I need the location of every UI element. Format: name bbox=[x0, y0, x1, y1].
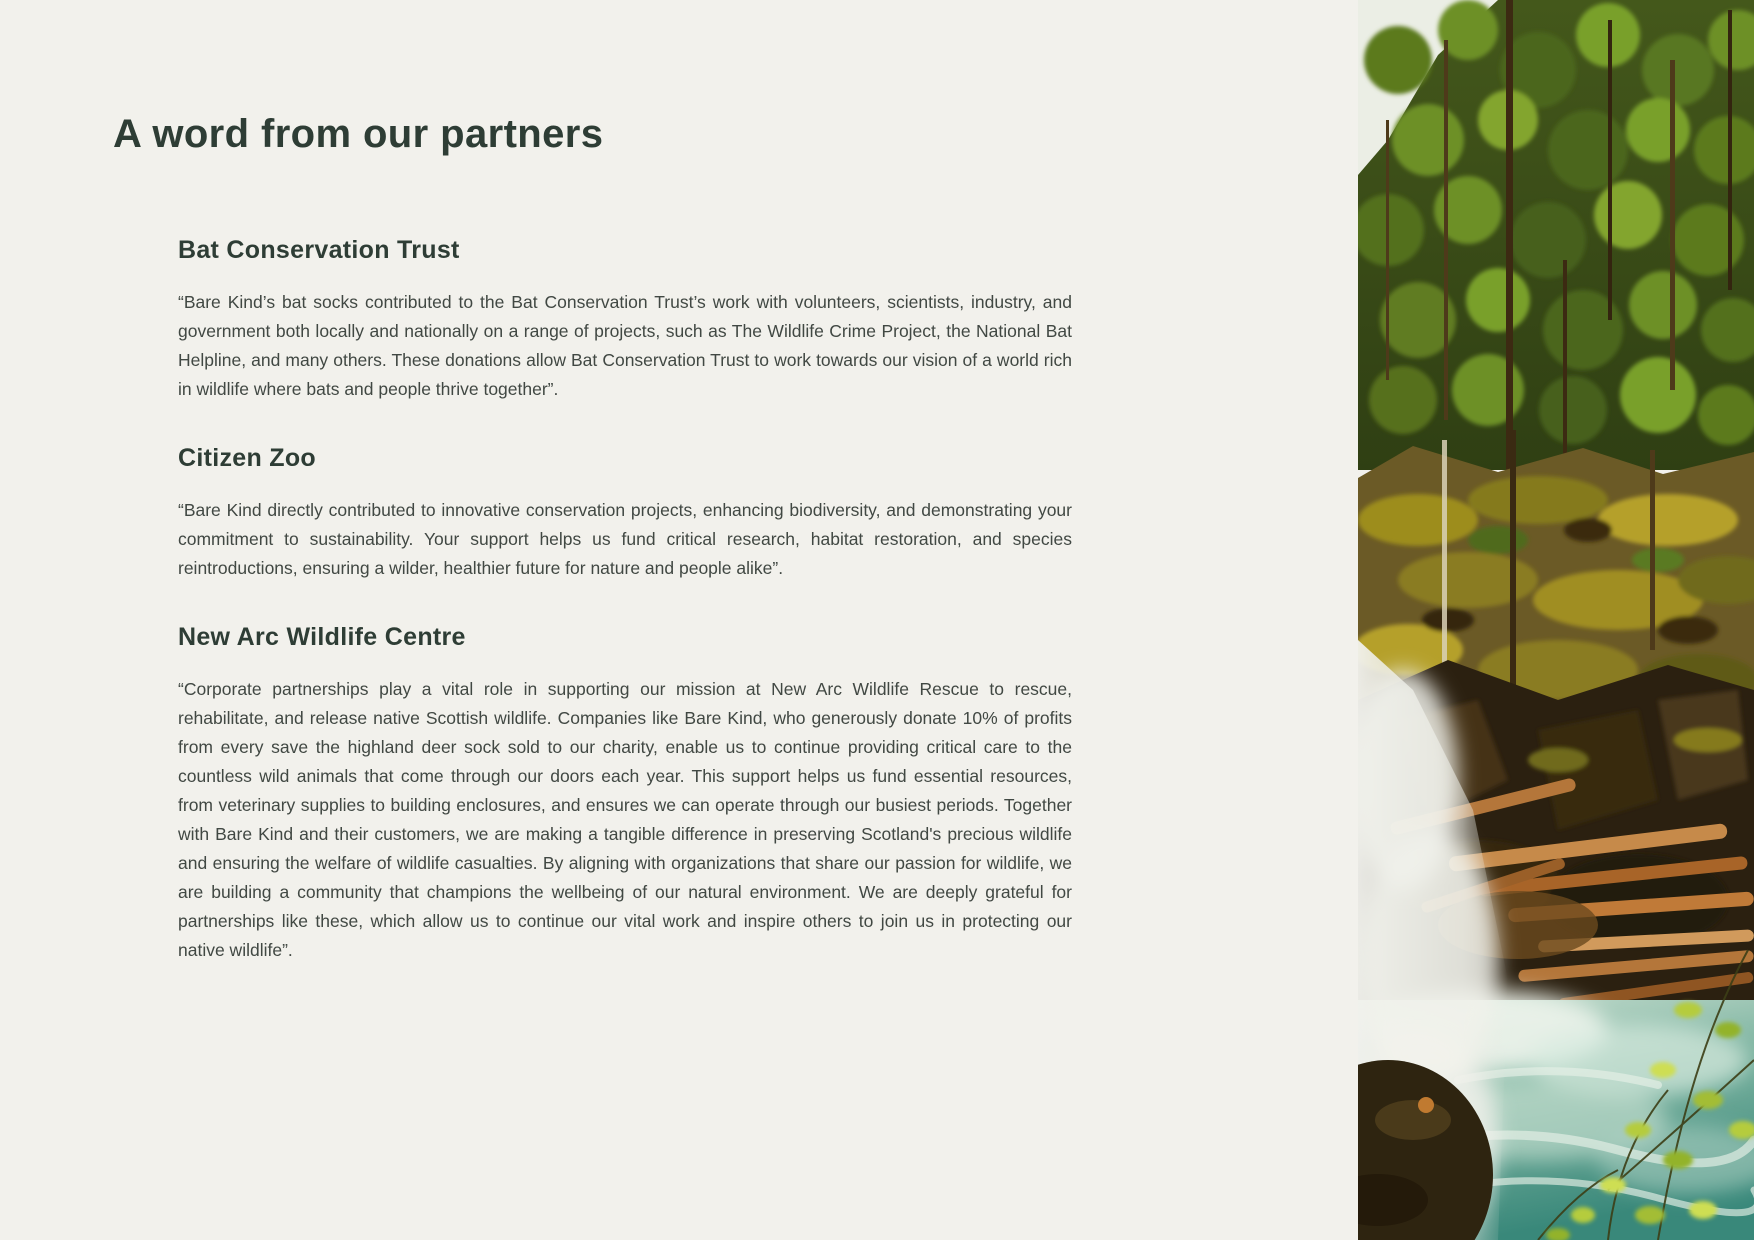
partner-quote: “Bare Kind directly contributed to innovative conservation projects, enhancing biodiversity, and demonstrating your commitment to sustainability. Your support helps us fund critical research, habitat restoration, and species reintroductions, ensuring a wilder, healthier future for nature and people alike”. bbox=[178, 500, 1072, 578]
forest-river-photo bbox=[1358, 0, 1754, 1240]
partner-quote: “Corporate partnerships play a vital role in supporting our mission at New Arc Wildlife Rescue to rescue, rehabilitate, and release native Scottish wildlife. Companies like Bare Kind, who generously donate 10% of profits from every save the highland deer sock sold to our charity, enable us to continue providing critical care to the countless wild animals that come through our doors each year. This support helps us fund essential resources, from veterinary supplies to building enclosures, and ensures we can operate through our busiest periods. Together with Bare Kind and their customers, we are making a tangible difference in preserving Scotland's precious wildlife and ensuring the welfare of wildlife casualties. By aligning with organizations that share our passion for wildlife, we are building a community that champions the wellbeing of our natural environment. We are deeply grateful for partnerships like these, which allow us to continue our vital work and inspire others to join us in protecting our native wildlife”. bbox=[178, 679, 1072, 960]
content-column bbox=[113, 110, 1093, 965]
page-title: A word from our partners bbox=[113, 112, 604, 156]
partner-heading: New Arc Wildlife Centre bbox=[178, 623, 466, 651]
partner-section-citizen-zoo bbox=[178, 444, 1072, 583]
forest-river-illustration bbox=[1358, 0, 1754, 1240]
partner-quote: “Bare Kind’s bat socks contributed to the Bat Conservation Trust’s work with volunteers, scientists, industry, and government both locally and nationally on a range of projects, such as The Wildlife Crime Project, the National Bat Helpline, and many others. These donations allow Bat Conservation Trust to work towards our vision of a world rich in wildlife where bats and people thrive together”. bbox=[178, 292, 1072, 399]
partner-heading: Bat Conservation Trust bbox=[178, 236, 460, 264]
partner-section-new-arc-wildlife-centre bbox=[178, 623, 1072, 965]
partner-section-bat-conservation-trust bbox=[178, 236, 1072, 404]
partner-sections bbox=[178, 236, 1072, 965]
partner-heading: Citizen Zoo bbox=[178, 444, 317, 472]
